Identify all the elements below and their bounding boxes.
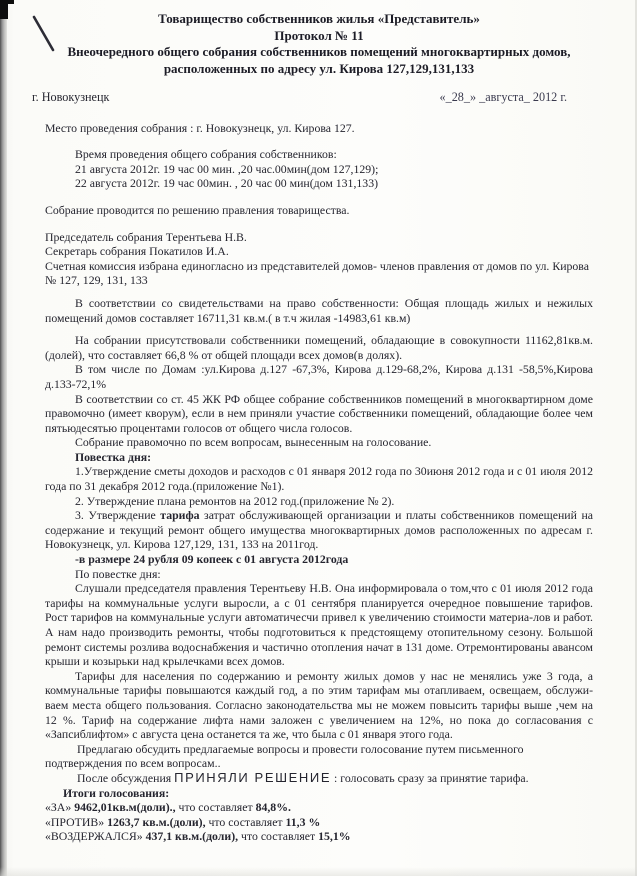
vote-percent: 11,3 % xyxy=(285,814,321,829)
vote-line-protiv xyxy=(45,815,593,830)
agenda-item-3-post: затрат обслуживающей организации и платы собственников помещений на содержание и текущий ремонт общего имущества многоквартирных домов расположенных по адресам г. Новокузнецк, ул. Кирова 127,129, 131, 133 на 2011год. xyxy=(45,508,593,552)
speech-paragraph-1: Слушали председателя правления Терентьеву Н.В. Она информировала о том,что с 01 июля 2012 года тарифы на коммунальные услуги выросли, а с 01 сентября планируется очередное повышение тарифов. Рост тарифов на коммунальные услуги автоматичесчи привел к увеличению стоимости материа-лов и работ. А нам надо производить ремонты, чтобы подготовиться к предстоящему отопительному сезону. Большой ремонт системы розлива водоснабжения и частично отопления начат в 131 доме. Отремонтированы авансом крыши и козырьки над крылечками всех домов. xyxy=(45,581,593,669)
competent-line: Собрание правомочно по всем вопросам, вынесенным на голосование. xyxy=(75,435,432,450)
venue-line: Место проведения собрания : г. Новокузнецк, ул. Кирова 127. xyxy=(45,120,355,135)
area-paragraph: В соответствии со свидетельствами на право собственности: Общая площадь жилых и нежилых помещений домов составляет 16711,31 кв.м.( в т.ч жилая -14983,61 кв.м) xyxy=(45,295,593,325)
vote-label: «ВОЗДЕРЖАЛСЯ» xyxy=(45,829,146,844)
agenda-item-3-pre: 3. Утверждение xyxy=(75,508,161,523)
decision-line xyxy=(45,771,593,786)
time-line-2: 22 августа 2012г. 19 час 00мин. , 20 час 00 мин(дом 131,133) xyxy=(75,176,379,191)
houses-percentages: В том числе по Домам :ул.Кирова д.127 -67,3%, Кирова д.129-68,2%, Кирова д.131 -58,5%,Кирова д.133-72,1% xyxy=(45,362,593,391)
vote-label: «ПРОТИВ» xyxy=(45,814,108,829)
vote-line-vozderzhalsya xyxy=(45,829,593,844)
quorum-paragraph: В соответствии со ст. 45 ЖК РФ общее собрание собственников помещений в многоквартирном доме правомочно (имеет кворум), если в нем приняли участие собственники помещений, обладающие более чем пятьюдесятью процентами голосов от общего числа голосов. xyxy=(45,391,593,435)
proposal-paragraph: Предлагаю обсудить предлагаемые вопросы и провести голосование путем письменного подтверждения по всем вопросам.. xyxy=(45,741,524,771)
secretary-line: Секретарь собрания Покатилов И.А. xyxy=(45,244,229,259)
vote-value: 437,1 кв.м.(доли), xyxy=(145,829,239,844)
agenda-item-3 xyxy=(45,508,593,552)
protocol-number: Протокол № 11 xyxy=(274,27,364,43)
decision-post: : голосовать сразу за принятие тарифа. xyxy=(331,770,529,785)
meeting-subtitle-line1: Внеочередного общего собрания собственников помещений многоквартирных домов, xyxy=(67,44,571,59)
vote-percent: 84,8%. xyxy=(255,800,291,815)
time-block xyxy=(75,147,593,191)
city-date-row xyxy=(32,90,593,105)
vote-value: 1263,7 кв.м.(доли), xyxy=(107,814,206,829)
speech-paragraph-2: Тарифы для населения по содержанию и ремонту жилых домов у нас не менялись уже 3 года, а коммунальные тарифы повышаются каждый год, а по этим тарифам мы отапливаем, освещаем, обслужи-ваем места общего пользования. Согласно законодательства мы не можем повысить тарифы выше ,чем на 12 %. Тариф на содержание лифта нами заложен с увеличением на 12%, но пока до согласования с «Запсиблифтом» с августа цена останется та же, что была с 01 января этого года. xyxy=(45,668,593,742)
officials-block xyxy=(45,230,593,288)
voting-results-header: Итоги голосования: xyxy=(63,785,170,800)
vote-line-za xyxy=(45,800,593,815)
vote-label: «ЗА» xyxy=(45,800,75,815)
on-agenda-line: По повестке дня: xyxy=(75,566,161,581)
commission-line: Счетная комиссия избрана единогласно из представителей домов- членов правления от домов по ул. Кирова № 127, 129, 131, 133 xyxy=(45,258,589,288)
decision-pre: После обсуждения xyxy=(77,770,175,785)
bottom-scan-shadow xyxy=(0,867,637,876)
vote-mid: что составляет xyxy=(175,800,256,815)
vote-value: 9462,01кв.м(доли)., xyxy=(74,800,176,815)
city-label: г. Новокузнецк xyxy=(32,90,110,104)
association-title: Товарищество собственников жилья «Представитель» xyxy=(158,11,480,26)
agenda-item-3-tariff-word: тарифа xyxy=(160,508,200,523)
left-scan-edge xyxy=(0,0,7,876)
vote-mid: что составляет xyxy=(238,829,319,844)
time-header: Время проведения общего собрания собственников: xyxy=(75,147,337,162)
agenda-item-1: 1.Утверждение сметы доходов и расходов с 01 января 2012 года по 30июня 2012 года и с 01 июля 2012 года по 31 декабря 2012 года.(приложение №1). xyxy=(45,464,593,494)
agenda-item-2: 2. Утверждение плана ремонтов на 2012 год.(приложение № 2). xyxy=(75,493,395,508)
agenda-header: Повестка дня: xyxy=(75,449,152,464)
vote-mid: что составляет xyxy=(205,814,286,829)
corner-mark xyxy=(0,0,14,4)
meeting-subtitle-line2: расположенных по адресу ул. Кирова 127,129,131,133 xyxy=(163,60,475,76)
board-decision-note: Собрание проводится по решению правления товарищества. xyxy=(45,202,350,217)
tariff-amount-line: -в размере 24 рубля 09 копеек с 01 августа 2012года xyxy=(75,552,349,567)
vote-percent: 15,1% xyxy=(318,829,351,844)
time-line-1: 21 августа 2012г. 19 час 00 мин. ,20 час.00мин(дом 127,129); xyxy=(75,161,379,176)
date-label: «_28_» _августа_ 2012 г. xyxy=(439,90,567,104)
chairman-line: Председатель собрания Терентьева Н.В. xyxy=(45,229,247,244)
decision-resolution-caps: ПРИНЯЛИ РЕШЕНИЕ xyxy=(174,769,332,785)
document-header xyxy=(45,11,593,77)
attendance-paragraph: На собрании присутствовали собственники помещений, обладающие в совокупности 11162,81кв.м. (долей), что составляет 66,8 % от общей площади всех домов(в долях). xyxy=(45,333,593,362)
document-content xyxy=(32,11,593,844)
